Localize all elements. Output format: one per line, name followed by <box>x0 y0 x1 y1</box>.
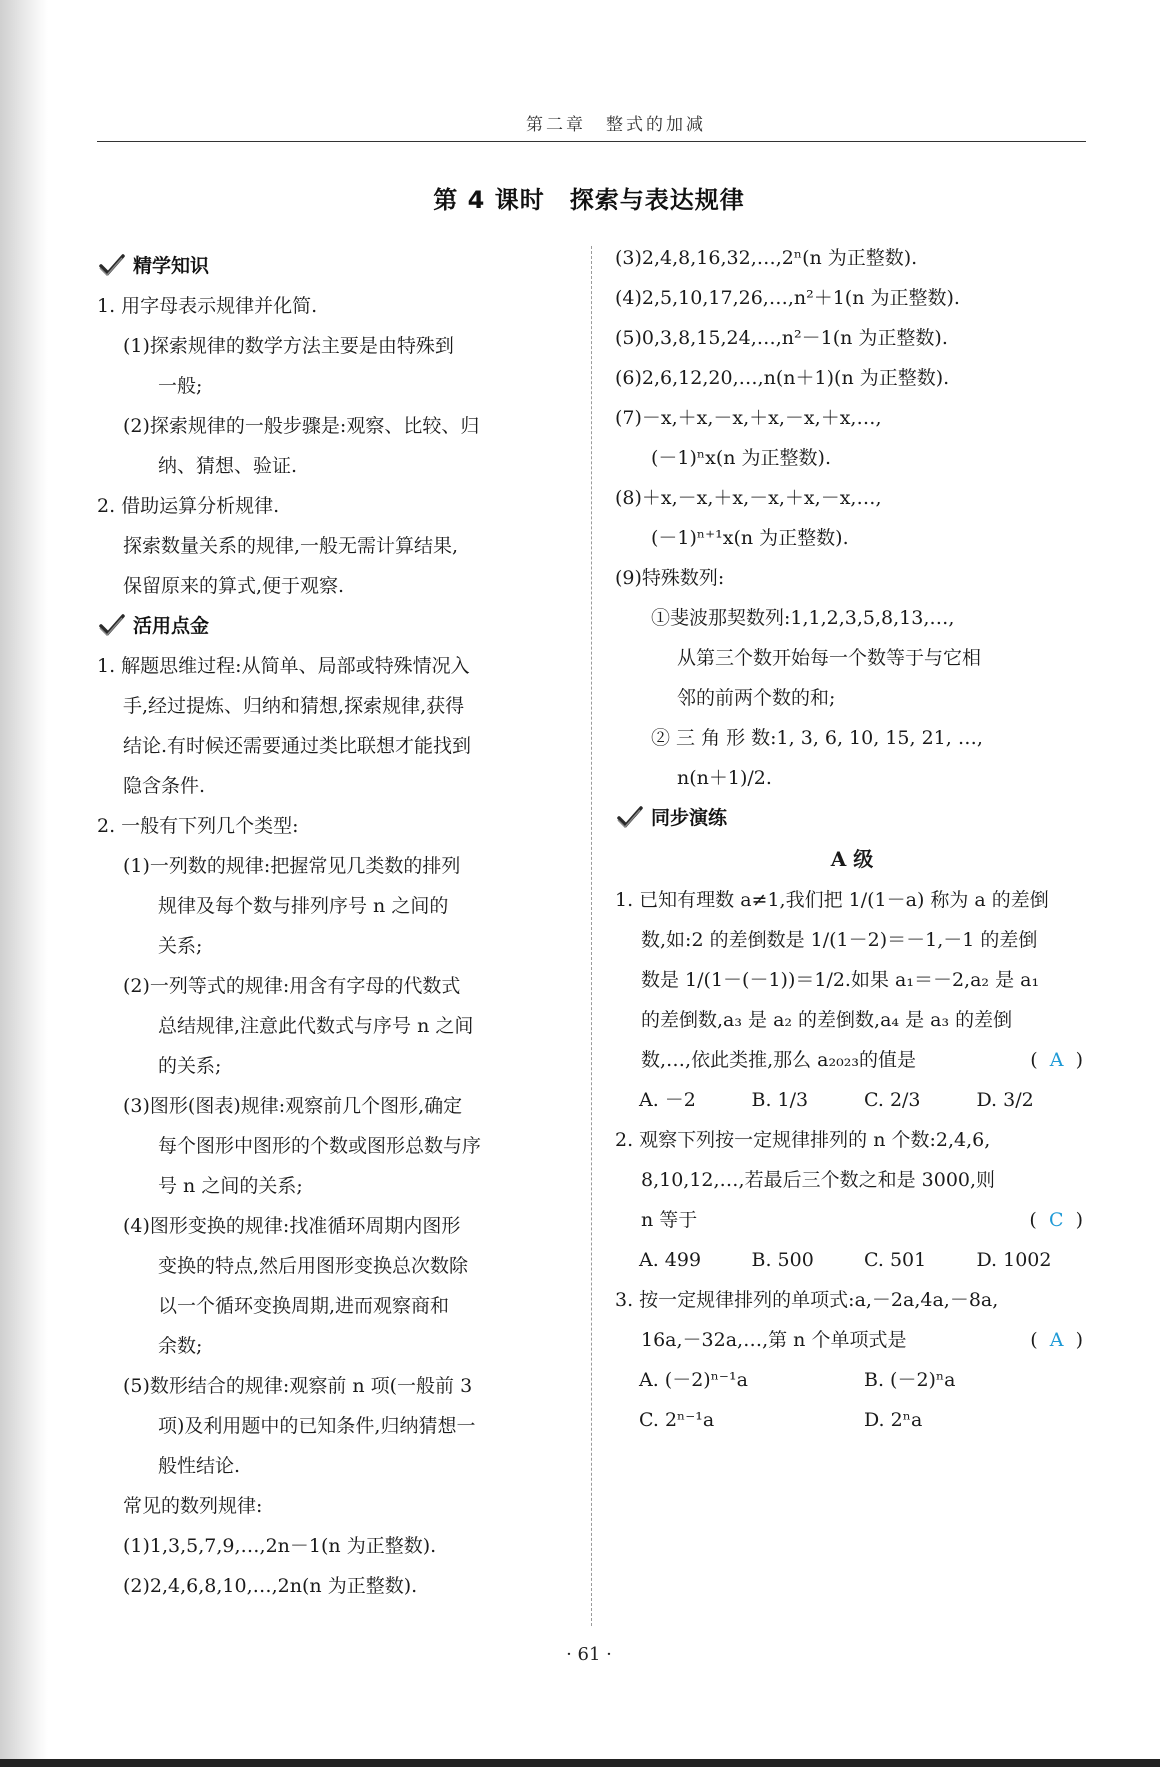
check-icon <box>97 252 127 280</box>
answer-open: ( <box>1030 1049 1038 1071</box>
question-line: 数是 1/(1－(－1))＝1/2.如果 a₁＝－2,a₂ 是 a₁ <box>641 969 1040 991</box>
options-row <box>615 1400 1089 1440</box>
section-title: 同步演练 <box>651 807 728 829</box>
answer-open: ( <box>1029 1209 1037 1231</box>
text-line: ② 三 角 形 数:1, 3, 6, 10, 15, 21, …, <box>651 727 983 749</box>
text-line: (5)数形结合的规律:观察前 n 项(一般前 3 <box>123 1375 473 1397</box>
text-line: (4)2,5,10,17,26,…,n²＋1(n 为正整数). <box>615 287 960 309</box>
section-heading-study <box>97 246 573 286</box>
text-line: 一般; <box>158 375 203 397</box>
question-line: 8,10,12,…,若最后三个数之和是 3000,则 <box>641 1169 996 1191</box>
answer-bracket <box>1030 1320 1089 1360</box>
text-line: (－1)ⁿ⁺¹x(n 为正整数). <box>651 527 849 549</box>
bottom-bar <box>0 1759 1160 1767</box>
option: C. 2ⁿ⁻¹a <box>639 1409 715 1431</box>
text-line: (－1)ⁿx(n 为正整数). <box>651 447 831 469</box>
check-icon <box>97 612 127 640</box>
answer-value: C <box>1048 1209 1064 1231</box>
text-line: 探索数量关系的规律,一般无需计算结果, <box>123 535 459 557</box>
text-line: 从第三个数开始每一个数等于与它相 <box>677 647 982 669</box>
column-divider <box>591 246 592 1626</box>
option: C. 501 <box>864 1249 927 1271</box>
text-line: 手,经过提炼、归纳和猜想,探索规律,获得 <box>123 695 465 717</box>
text-line: (6)2,6,12,20,…,n(n＋1)(n 为正整数). <box>615 367 950 389</box>
text-line: (4)图形变换的规律:找准循环周期内图形 <box>123 1215 461 1237</box>
lesson-title: 第 4 课时 探索与表达规律 <box>433 186 745 214</box>
question-line: 16a,－32a,…,第 n 个单项式是 <box>641 1329 907 1351</box>
answer-close: ) <box>1075 1329 1083 1351</box>
text-line: (1)探索规律的数学方法主要是由特殊到 <box>123 335 454 357</box>
text-line: (1)一列数的规律:把握常见几类数的排列 <box>123 855 461 877</box>
text-line: 总结规律,注意此代数式与序号 n 之间 <box>158 1015 474 1037</box>
options-row <box>615 1240 1089 1280</box>
book-spine-shadow <box>0 0 48 1767</box>
text-line: (9)特殊数列: <box>615 567 725 589</box>
option: A. (－2)ⁿ⁻¹a <box>639 1369 748 1391</box>
question-stem-line <box>615 1040 1089 1080</box>
options-row <box>615 1080 1089 1120</box>
text-line: 2. 借助运算分析规律. <box>97 495 280 517</box>
text-line: 保留原来的算式,便于观察. <box>123 575 345 597</box>
option: D. 3/2 <box>976 1089 1034 1111</box>
text-line: 2. 一般有下列几个类型: <box>97 815 299 837</box>
option: A. －2 <box>639 1089 696 1111</box>
answer-close: ) <box>1075 1049 1083 1071</box>
text-line: n(n＋1)/2. <box>677 767 772 789</box>
section-title: 精学知识 <box>133 255 210 277</box>
answer-open: ( <box>1030 1329 1038 1351</box>
text-line: ①斐波那契数列:1,1,2,3,5,8,13,…, <box>651 607 955 629</box>
text-line: 般性结论. <box>158 1455 241 1477</box>
text-line: 关系; <box>158 935 203 957</box>
option: D. 1002 <box>976 1249 1052 1271</box>
section-heading-practice <box>615 798 1089 838</box>
text-line: (3)图形(图表)规律:观察前几个图形,确定 <box>123 1095 463 1117</box>
question-line: 数,如:2 的差倒数是 1/(1－2)＝－1,－1 的差倒 <box>641 929 1038 951</box>
section-heading-apply <box>97 606 573 646</box>
question-stem-line <box>615 1320 1089 1360</box>
text-line: 邻的前两个数的和; <box>677 687 836 709</box>
text-line: 余数; <box>158 1335 203 1357</box>
question-stem-line <box>615 1200 1089 1240</box>
text-line: (2)一列等式的规律:用含有字母的代数式 <box>123 975 461 997</box>
question-line: 的差倒数,a₃ 是 a₂ 的差倒数,a₄ 是 a₃ 的差倒 <box>641 1009 1013 1031</box>
text-line: 隐含条件. <box>123 775 206 797</box>
option: A. 499 <box>639 1249 702 1271</box>
text-line: 1. 解题思维过程:从简单、局部或特殊情况入 <box>97 655 470 677</box>
option: B. 500 <box>751 1249 814 1271</box>
option: D. 2ⁿa <box>864 1409 923 1431</box>
question-line: 1. 已知有理数 a≠1,我们把 1/(1－a) 称为 a 的差倒 <box>615 889 1049 911</box>
text-line: 的关系; <box>158 1055 222 1077</box>
text-line: 规律及每个数与排列序号 n 之间的 <box>158 895 449 917</box>
text-line: 纳、猜想、验证. <box>158 455 298 477</box>
option: B. 1/3 <box>751 1089 809 1111</box>
answer-bracket <box>1029 1200 1089 1240</box>
text-line: (1)1,3,5,7,9,…,2n－1(n 为正整数). <box>123 1535 437 1557</box>
answer-value: A <box>1049 1329 1064 1351</box>
question-line: 3. 按一定规律排列的单项式:a,－2a,4a,－8a, <box>615 1289 999 1311</box>
answer-close: ) <box>1075 1209 1083 1231</box>
options-row <box>615 1360 1089 1400</box>
answer-bracket <box>1030 1040 1089 1080</box>
question-line: n 等于 <box>641 1209 698 1231</box>
text-line: 结论.有时候还需要通过类比联想才能找到 <box>123 735 472 757</box>
text-line: 号 n 之间的关系; <box>158 1175 303 1197</box>
option: B. (－2)ⁿa <box>864 1369 956 1391</box>
check-icon <box>615 804 645 832</box>
text-line: 以一个循环变换周期,进而观察商和 <box>158 1295 450 1317</box>
text-line: 每个图形中图形的个数或图形总数与序 <box>158 1135 482 1157</box>
question-line: 2. 观察下列按一定规律排列的 n 个数:2,4,6, <box>615 1129 991 1151</box>
text-line: (5)0,3,8,15,24,…,n²－1(n 为正整数). <box>615 327 948 349</box>
text-line: 项)及利用题中的已知条件,归纳猜想一 <box>158 1415 476 1437</box>
level-heading: A 级 <box>830 847 874 871</box>
left-column <box>97 246 573 1606</box>
text-line: (2)2,4,6,8,10,…,2n(n 为正整数). <box>123 1575 418 1597</box>
text-line: 变换的特点,然后用图形变换总次数除 <box>158 1255 469 1277</box>
option: C. 2/3 <box>864 1089 921 1111</box>
text-line: (2)探索规律的一般步骤是:观察、比较、归 <box>123 415 480 437</box>
text-line: (7)－x,＋x,－x,＋x,－x,＋x,…, <box>615 407 882 429</box>
running-head: 第二章 整式的加减 <box>526 115 706 135</box>
question-line: 数,…,依此类推,那么 a₂₀₂₃的值是 <box>641 1049 916 1071</box>
text-line: 常见的数列规律: <box>123 1495 263 1517</box>
section-title: 活用点金 <box>133 615 210 637</box>
text-line: (3)2,4,8,16,32,…,2ⁿ(n 为正整数). <box>615 247 918 269</box>
right-column <box>615 238 1089 1440</box>
page-number: · 61 · <box>566 1644 612 1665</box>
answer-value: A <box>1049 1049 1064 1071</box>
header-rule <box>97 141 1086 142</box>
text-line: 1. 用字母表示规律并化简. <box>97 295 318 317</box>
text-line: (8)＋x,－x,＋x,－x,＋x,－x,…, <box>615 487 882 509</box>
